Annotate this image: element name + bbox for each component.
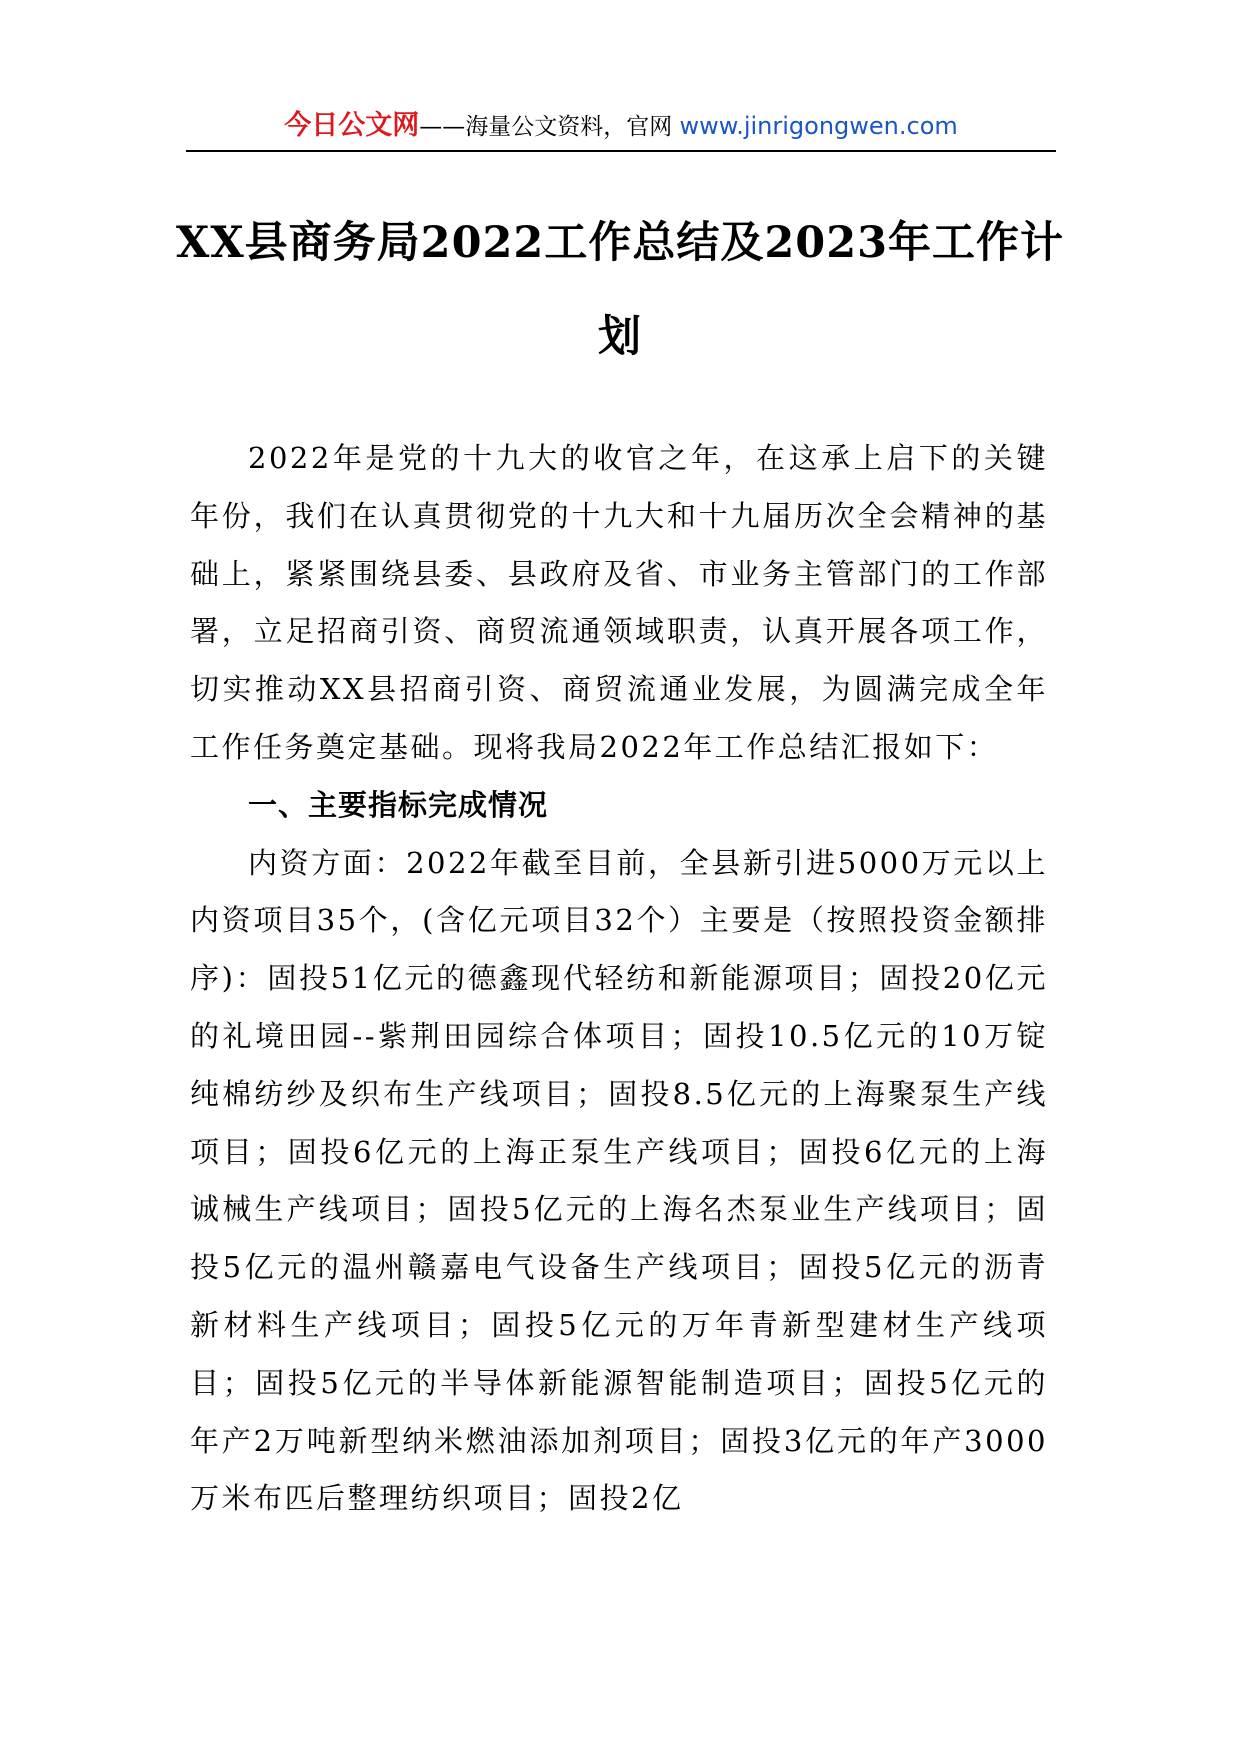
header-divider <box>186 150 1056 152</box>
section-heading: 一、主要指标完成情况 <box>248 787 549 822</box>
document-header <box>186 104 1056 148</box>
document-title: XX县商务局2022工作总结及2023年工作计划 <box>175 218 1065 362</box>
intro-paragraph: 2022年是党的十九大的收官之年，在这承上启下的关键年份，我们在认真贯彻党的十九大和十九届历次全会精神的基础上，紧紧围绕县委、县政府及省、市业务主管部门的工作部署，立足招商引资、商贸流通领域职责，认真开展各项工作，切实推动XX县招商引资、商贸流通业发展，为圆满完成全年工作任务奠定基础。现将我局2022年工作总结汇报如下： <box>190 441 1048 764</box>
section-paragraph: 内资方面：2022年截至目前，全县新引进5000万元以上内资项目35个，(含亿元项目32个）主要是（按照投资金额排序)：固投51亿元的德鑫现代轻纺和新能源项目；固投20亿元的礼境田园--紫荆田园综合体项目；固投10.5亿元的10万锭纯棉纺纱及织布生产线项目；固投8.5亿元的上海聚泵生产线项目；固投6亿元的上海正泵生产线项目；固投6亿元的上海诚械生产线项目；固投5亿元的上海名杰泵业生产线项目；固投5亿元的温州赣嘉电气设备生产线项目；固投5亿元的沥青新材料生产线项目；固投5亿元的万年青新型建材生产线项目；固投5亿元的半导体新能源智能制造项目；固投5亿元的年产2万吨新型纳米燃油添加剂项目；固投3亿元的年产3000万米布匹后整理纺织项目；固投2亿 <box>190 845 1048 1516</box>
brand-name: 今日公文网 <box>284 110 420 141</box>
header-tagline: ——海量公文资料，官网 <box>419 114 680 140</box>
website-link[interactable]: www.jinrigongwen.com <box>679 112 958 140</box>
document-body <box>190 430 1048 1528</box>
